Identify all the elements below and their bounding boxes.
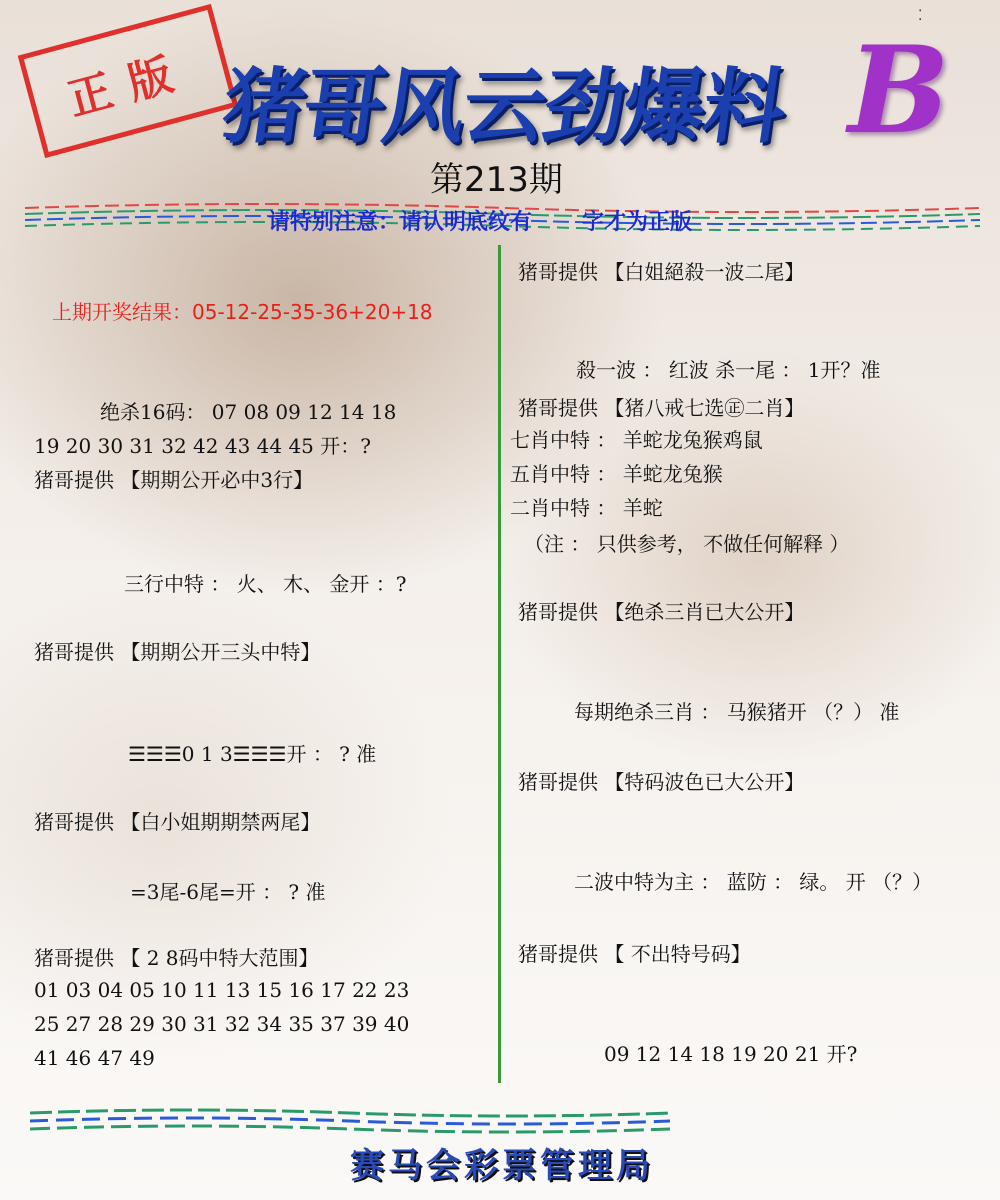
footer-wave-lines [30,1105,670,1135]
kill-zodiac-body: 每期绝杀三肖 ： 马猴猪开 （？） 准 [574,700,900,724]
seven-zodiac-line: 七肖中特 ： 羊蛇龙兔猴鸡鼠 [510,428,763,452]
page-title: 猪哥风云劲爆料 [216,59,791,155]
kill16-line2: 19 20 30 31 32 42 43 44 45 开：? [34,434,371,458]
kill16-line1: 绝杀16码： 07 08 09 12 14 18 [100,400,397,424]
section-title-banned-tails: 猪哥提供 【白小姐期期禁两尾】 [34,810,321,834]
edition-letter: B [848,20,950,161]
notice-part-b: 字才为正版 [582,210,693,235]
section-title-wave-color: 猪哥提供 【特码波色已大公开】 [518,770,805,794]
excluded-numbers-body: 09 12 14 18 19 20 21 开? [604,1042,858,1066]
section-title-kill-zodiac: 猪哥提供 【绝杀三肖已大公开】 [518,600,805,624]
section-title-three-heads: 猪哥提供 【期期公开三头中特】 [34,640,321,664]
genuine-stamp: 正版 [18,4,239,158]
section-title-zodiac-picks: 猪哥提供 【猪八戒七选㊣二肖】 [518,396,805,420]
corner-dots: ⁚ [918,8,923,24]
three-elements-body: 三行中特 ： 火、 木、 金开 ：? [124,572,407,596]
numbers-row-1: 01 03 04 05 10 11 13 15 16 17 22 23 [34,978,410,1002]
section-title-three-elements: 猪哥提供 【期期公开必中3行】 [34,468,314,492]
disclaimer-note: （注 ： 只供参考， 不做任何解释 ） [524,532,850,556]
wave-color-body: 二波中特为主 ： 蓝防 ： 绿。 开 （？） [574,870,933,894]
authenticity-notice [268,205,692,236]
last-draw-result: 上期开奖结果：05-12-25-35-36+20+18 [52,300,433,324]
numbers-row-3: 41 46 47 49 [34,1046,155,1070]
three-heads-body: ☰☰☰0 1 3☰☰☰开 ： ? 准 [128,742,377,766]
two-zodiac-line: 二肖中特 ： 羊蛇 [510,496,663,520]
section-title-kill-wave: 猪哥提供 【白姐絕殺一波二尾】 [518,260,805,284]
section-title-excluded-numbers: 猪哥提供 【 不出特号码】 [518,942,751,966]
notice-part-a: 请特别注意：请认明底纹有 [268,210,533,235]
section-title-28-numbers: 猪哥提供 【 2 8码中特大范围】 [34,946,319,970]
column-divider [498,245,501,1083]
numbers-row-2: 25 27 28 29 30 31 32 34 35 37 39 40 [34,1012,410,1036]
banned-tails-body: =3尾-6尾=开 ： ? 准 [130,880,326,904]
issuer-name: 赛马会彩票管理局 [350,1146,654,1186]
five-zodiac-line: 五肖中特 ： 羊蛇龙兔猴 [510,462,723,486]
kill-wave-body: 殺一波 ： 红波 杀一尾 ： 1开？准 [576,358,881,382]
issue-number: 第213期 [430,160,563,200]
